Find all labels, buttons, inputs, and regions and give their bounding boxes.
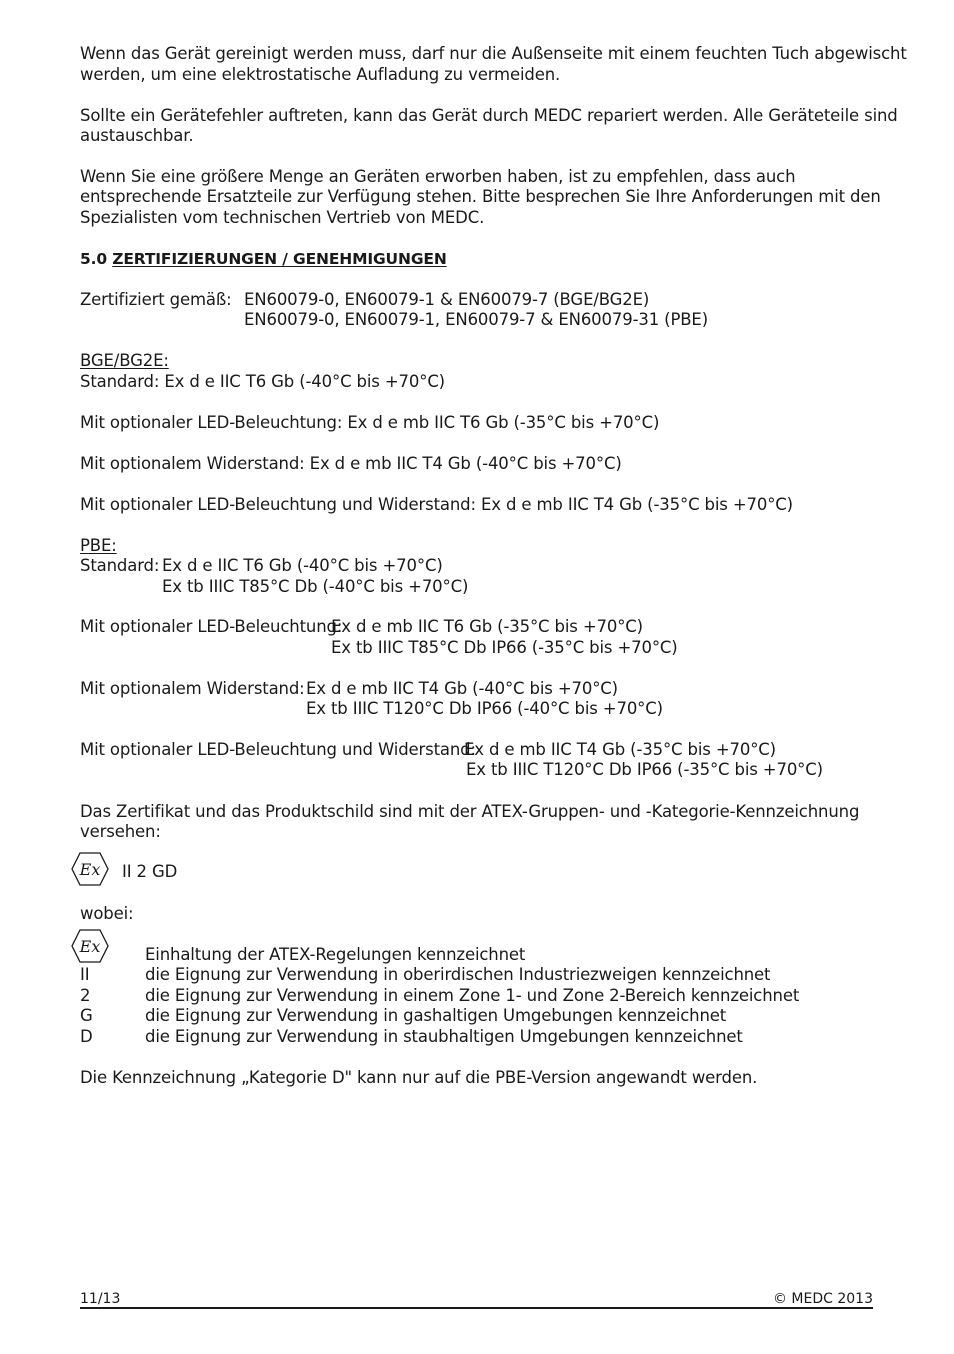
legend-text-ex: Einhaltung der ATEX-Regelungen kennzeichnet <box>145 945 526 964</box>
ex-hexagon-icon <box>71 929 109 963</box>
section-title: ZERTIFIZIERUNGEN / GENEHMIGUNGEN <box>112 250 447 268</box>
legend-key: II <box>80 965 90 984</box>
atex-intro-line-1: Das Zertifikat und das Produktschild sind mit der ATEX-Gruppen- und -Kategorie-Kennzeichnung <box>80 802 860 821</box>
ex-hexagon-icon <box>71 852 109 886</box>
spares-line-3: Spezialisten vom technischen Vertrieb von MEDC. <box>80 208 485 227</box>
atex-intro-line-2: versehen: <box>80 822 161 841</box>
cleaning-line-1: Wenn das Gerät gereinigt werden muss, darf nur die Außenseite mit einem feuchten Tuch abgewischt <box>80 44 907 63</box>
repair-line-1: Sollte ein Gerätefehler auftreten, kann das Gerät durch MEDC repariert werden. Alle Geräteteile sind <box>80 106 898 125</box>
bge-standard: Standard: Ex d e IIC T6 Gb (-40°C bis +70°C) <box>80 372 445 391</box>
pbe-led-label: Mit optionaler LED-Beleuchtung: <box>80 617 343 636</box>
pbe-led-resistor-line-2: Ex tb IIIC T120°C Db IP66 (-35°C bis +70°C) <box>466 760 823 779</box>
pbe-standard-label: Standard: <box>80 556 160 575</box>
certified-line-2: EN60079-0, EN60079-1, EN60079-7 & EN60079-31 (PBE) <box>244 310 708 329</box>
atex-marking: II 2 GD <box>122 862 178 881</box>
pbe-led-resistor-line-1: Ex d e mb IIC T4 Gb (-35°C bis +70°C) <box>464 740 776 759</box>
legend-key: D <box>80 1027 93 1046</box>
bge-led: Mit optionaler LED-Beleuchtung: Ex d e mb IIC T6 Gb (-35°C bis +70°C) <box>80 413 660 432</box>
pbe-led-line-2: Ex tb IIIC T85°C Db IP66 (-35°C bis +70°C) <box>331 638 678 657</box>
legend-text: die Eignung zur Verwendung in staubhaltigen Umgebungen kennzeichnet <box>145 1027 743 1046</box>
certified-label: Zertifiziert gemäß: <box>80 290 232 309</box>
legend-text: die Eignung zur Verwendung in gashaltigen Umgebungen kennzeichnet <box>145 1006 727 1025</box>
legend-key: G <box>80 1006 93 1025</box>
page-number: 11/13 <box>80 1291 121 1307</box>
bge-resistor: Mit optionalem Widerstand: Ex d e mb IIC T4 Gb (-40°C bis +70°C) <box>80 454 622 473</box>
bge-heading: BGE/BG2E: <box>80 351 169 370</box>
pbe-resistor-line-1: Ex d e mb IIC T4 Gb (-40°C bis +70°C) <box>306 679 618 698</box>
bge-led-resistor: Mit optionaler LED-Beleuchtung und Widerstand: Ex d e mb IIC T4 Gb (-35°C bis +70°C) <box>80 495 793 514</box>
legend-text: die Eignung zur Verwendung in oberirdischen Industriezweigen kennzeichnet <box>145 965 771 984</box>
legend-text: die Eignung zur Verwendung in einem Zone 1- und Zone 2-Bereich kennzeichnet <box>145 986 800 1005</box>
pbe-led-resistor-label: Mit optionaler LED-Beleuchtung und Widerstand: <box>80 740 476 759</box>
spares-line-1: Wenn Sie eine größere Menge an Geräten erworben haben, ist zu empfehlen, dass auch <box>80 167 796 186</box>
wobei-label: wobei: <box>80 904 134 923</box>
svg-text:Ex: Ex <box>79 860 101 879</box>
section-number: 5.0 <box>80 250 108 268</box>
pbe-heading: PBE: <box>80 536 117 555</box>
pbe-standard-line-1: Ex d e IIC T6 Gb (-40°C bis +70°C) <box>162 556 443 575</box>
footer-divider <box>80 1307 873 1309</box>
atex-note: Die Kennzeichnung „Kategorie D" kann nur auf die PBE-Version angewandt werden. <box>80 1068 758 1087</box>
legend-key: 2 <box>80 986 91 1005</box>
pbe-resistor-line-2: Ex tb IIIC T120°C Db IP66 (-40°C bis +70°C) <box>306 699 663 718</box>
pbe-standard-line-2: Ex tb IIIC T85°C Db (-40°C bis +70°C) <box>162 577 469 596</box>
cleaning-line-2: werden, um eine elektrostatische Aufladung zu vermeiden. <box>80 65 561 84</box>
svg-text:Ex: Ex <box>79 937 101 956</box>
repair-line-2: austauschbar. <box>80 126 194 145</box>
section-heading <box>80 249 447 270</box>
pbe-led-line-1: Ex d e mb IIC T6 Gb (-35°C bis +70°C) <box>331 617 643 636</box>
certified-line-1: EN60079-0, EN60079-1 & EN60079-7 (BGE/BG2E) <box>244 290 650 309</box>
spares-line-2: entsprechende Ersatzteile zur Verfügung stehen. Bitte besprechen Sie Ihre Anforderungen mit den <box>80 187 881 206</box>
copyright: © MEDC 2013 <box>772 1291 873 1307</box>
pbe-resistor-label: Mit optionalem Widerstand: <box>80 679 305 698</box>
